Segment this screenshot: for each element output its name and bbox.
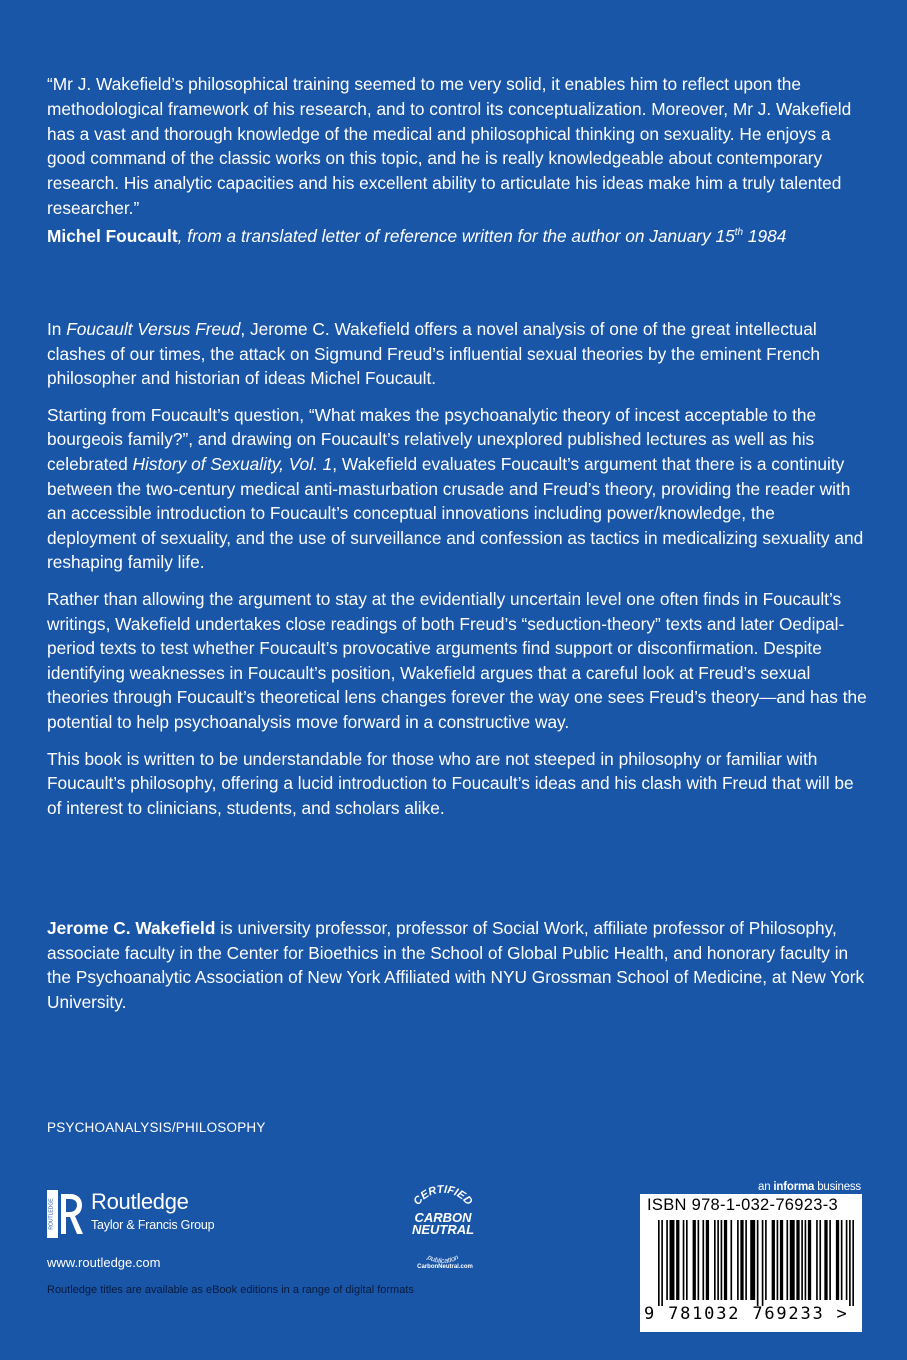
description-paragraph-4: This book is written to be understandable for those who are not steeped in philosophy or familiar with Foucault’s philosophy, offering a lucid introduction to Foucault’s ideas and his clash with Freud that will be of interest to clinicians, students, and scholars alike. (47, 748, 854, 818)
barcode-bar (702, 1220, 704, 1300)
author-bio (47, 916, 867, 1014)
barcode-bar (846, 1220, 848, 1300)
barcode-bar (750, 1220, 755, 1300)
publisher-logo (47, 1188, 277, 1240)
barcode-bar (721, 1220, 723, 1300)
barcode-bar (693, 1220, 696, 1300)
logo-vertical-text: ROUTLEDGE (48, 1198, 55, 1230)
publisher-website[interactable]: www.routledge.com (47, 1255, 161, 1270)
barcode-bars-icon (658, 1220, 854, 1306)
routledge-r-icon (47, 1190, 85, 1238)
barcode-bar (849, 1220, 851, 1306)
barcode-bar (786, 1220, 788, 1300)
informa-tagline: an informa business (758, 1181, 861, 1193)
quote-source: , from a translated letter of reference written for the author on January (177, 225, 716, 246)
barcode-bar (686, 1220, 688, 1300)
barcode-bar (661, 1220, 663, 1306)
barcode-bar (724, 1220, 727, 1300)
badge-publication: publication (426, 1254, 460, 1266)
barcode-bar (790, 1220, 795, 1300)
barcode-bar (852, 1220, 854, 1306)
barcode-bar (730, 1220, 732, 1300)
description-paragraph-3: Rather than allowing the argument to stay at the evidentially uncertain level one often finds in Foucault’s writings, Wakefield undertakes close readings of both Freud’s “seduction-theory” texts and later Oedipal-period texts to test whether Foucault’s provocative arguments find support or disconfirmation. Despite identifying weaknesses in Foucault’s position, Wakefield argues that a careful look at Freud’s sexual theories through Foucault’s theoretical lens changes forever the way one sees Freud’s theory—and has the potential to help psychoanalysis move forward in a constructive way. (47, 588, 867, 732)
quote-author: Michel Foucault (47, 225, 178, 246)
barcode-bar (808, 1220, 811, 1300)
barcode-bar (745, 1220, 747, 1300)
quote-text: “Mr J. Wakefield’s philosophical training seemed to me very solid, it enables him to reflect upon the methodological framework of his research, and to control its conceptualization. Moreover, Mr J. Wakefield has a vast and thorough knowledge of the medical and philosophical thinking on sexuality. He enjoys a good command of the classic works on this topic, and he is really knowledgeable about contemporary research. His analytic capacities and his excellent ability to articulate his ideas make him a truly talented researcher.” (47, 74, 852, 218)
isbn-barcode (640, 1194, 862, 1332)
author-bio-text: is university professor, professor of Social Work, affiliate professor of Philosophy, associate faculty in the Center for Bioethics in the School of Global Public Health, and honorary faculty in the Psychoanalytic Association of New York Affiliated with NYU Grossman School of Medicine, at New York University. (47, 918, 865, 1012)
barcode-bar (658, 1220, 660, 1306)
subject-category: PSYCHOANALYSIS/PHILOSOPHY (47, 1120, 266, 1135)
quote-date-year: 1984 (743, 225, 787, 246)
barcode-bar (841, 1220, 843, 1300)
barcode-bar (777, 1220, 779, 1300)
book-description (47, 317, 867, 832)
barcode-bar (683, 1220, 685, 1300)
quote-date-suffix: th (734, 226, 744, 238)
badge-website: CarbonNeutral.com (417, 1264, 473, 1270)
barcode-digits: 9 781032 769233 > (644, 1304, 849, 1324)
barcode-bar (796, 1220, 799, 1300)
author-name: Jerome C. Wakefield (47, 918, 216, 938)
description-paragraph-2: Starting from Foucault’s question, “What makes the psychoanalytic theory of incest acceptable to the bourgeois family?”, and drawing on Foucault’s relatively unexplored published lectures as well as his celebrated History of Sexuality, Vol. 1, Wakefield evaluates Foucault’s argument that there is a continuity between the two-century medical anti-masturbation crusade and Freud’s theory, providing the reader with an accessible introduction to Foucault’s conceptual innovations including power/knowledge, the deployment of sexuality, and the use of surveillance and confession as tactics in medicalizing sexuality and reshaping family life. (47, 404, 864, 573)
barcode-bar (717, 1220, 719, 1300)
barcode-bar (762, 1220, 764, 1306)
endorsement-quote (47, 72, 867, 248)
barcode-bar (740, 1220, 743, 1300)
publisher-name: Routledge (91, 1189, 189, 1214)
barcode-bar (772, 1220, 775, 1300)
svg-text:CERTIFIED (411, 1184, 474, 1208)
barcode-bar (836, 1220, 839, 1300)
barcode-bar (819, 1220, 821, 1300)
carbon-neutral-badge-icon (395, 1178, 491, 1274)
barcode-bar (737, 1220, 739, 1300)
quote-date-day: 15 (715, 225, 735, 246)
badge-neutral: NEUTRAL (411, 1222, 475, 1237)
barcode-bar (757, 1220, 759, 1306)
barcode-bar (670, 1220, 675, 1300)
isbn-label: ISBN 978-1-032-76923-3 (647, 1196, 838, 1214)
barcode-bar (666, 1220, 668, 1300)
barcode-bar (706, 1220, 709, 1300)
barcode-bar (801, 1220, 803, 1300)
description-paragraph-1: In Foucault Versus Freud, Jerome C. Wakefield offers a novel analysis of one of the great intellectual clashes of our times, the attack on Sigmund Freud’s influential sexual theories by the eminent French philosopher and historian of ideas Michel Foucault. (47, 319, 820, 389)
barcode-bar (780, 1220, 783, 1300)
barcode-bar (714, 1220, 716, 1300)
ebook-note: Routledge titles are available as eBook editions in a range of digital formats (47, 1284, 414, 1296)
barcode-bar (698, 1220, 700, 1300)
barcode-bar (676, 1220, 679, 1300)
barcode-bar (765, 1220, 767, 1300)
badge-carbon: CARBON (414, 1210, 472, 1225)
barcode-bar (829, 1220, 831, 1300)
publisher-group: Taylor & Francis Group (91, 1218, 215, 1232)
barcode-bar (805, 1220, 807, 1300)
barcode-bar (816, 1220, 818, 1300)
barcode-bar (824, 1220, 827, 1300)
badge-certified: CERTIFIED (411, 1183, 475, 1208)
